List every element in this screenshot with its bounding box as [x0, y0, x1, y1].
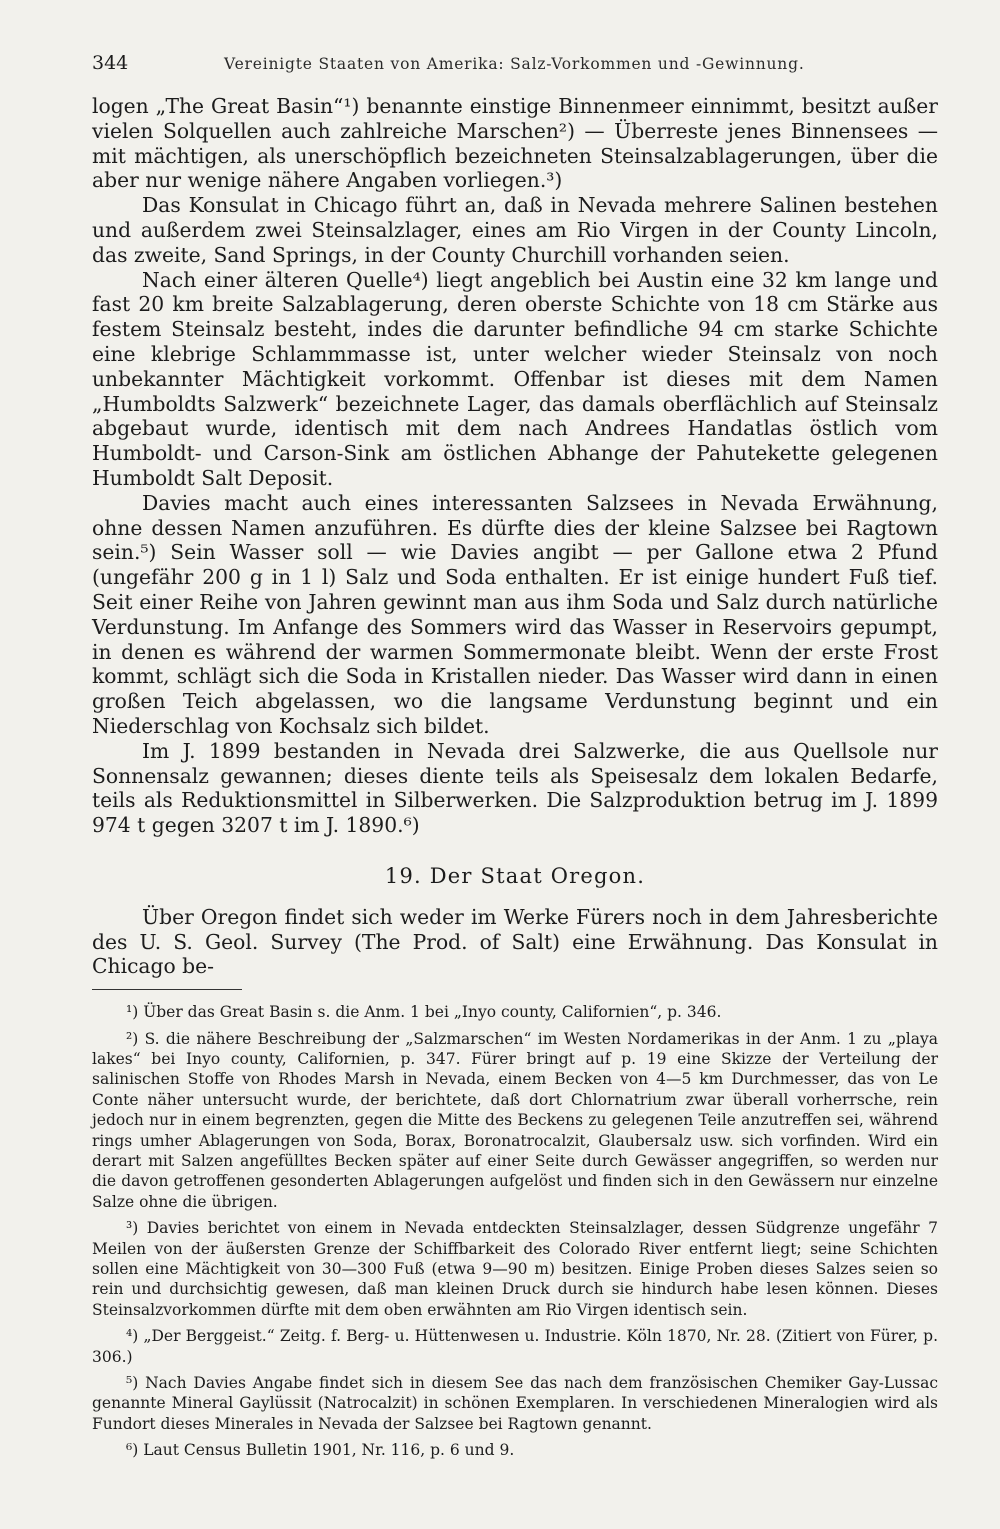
footnote: ²) S. die nähere Beschreibung der „Salzmarschen“ im Westen Nordamerikas in der Anm. 1 zu „playa lakes“ bei Inyo county, Californien, p. 347. Fürer bringt auf p. 19 eine Skizze der Verteilung der salinischen Stoffe von Rhodes Marsh in Nevada, einem Becken von 4—5 km Durchmesser, das von Le Conte näher untersucht wurde, der berichtete, daß dort Chlornatrium zwar überall vorherrsche, rein jedoch nur in einem begrenzten, gegen die Mitte des Beckens zu gelegenen Teile anzutreffen sei, während rings umher Ablagerungen von Soda, Borax, Boronatrocalzit, Glaubersalz usw. sich vorfinden. Wird ein derart mit Salzen angefülltes Becken später auf einer Seite durch Gewässer angegriffen, so werden nur die davon getroffenen gesonderten Ablagerungen aufgelöst und finden sich in den Gewässern nur einzelne Salze ohne die übrigen. [92, 1029, 938, 1211]
section-heading: 19. Der Staat Oregon. [384, 863, 646, 888]
paragraph-continued: logen „The Great Basin“¹) benannte einstige Binnenmeer einnimmt, besitzt außer vielen Solquellen auch zahlreiche Marschen²) — Überreste jenes Binnensees — mit mächtigen, als unerschöpflich bezeichneten Steinsalzablagerungen, über die aber nur wenige nähere Angaben vorliegen.³) [92, 94, 938, 193]
footnotes [92, 1002, 938, 1461]
footnote: ⁶) Laut Census Bulletin 1901, Nr. 116, p. 6 und 9. [126, 1441, 515, 1460]
running-head: Vereinigte Staaten von Amerika: Salz-Vorkommen und -Gewinnung. [224, 55, 805, 73]
page-number: 344 [92, 52, 129, 74]
paragraph: Davies macht auch eines interessanten Salzsees in Nevada Erwähnung, ohne dessen Namen anzuführen. Es dürfte dies der kleine Salzsee bei Ragtown sein.⁵) Sein Wasser soll — wie Davies angibt — per Gallone etwa 2 Pfund (ungefähr 200 g in 1 l) Salz und Soda enthalten. Er ist einige hundert Fuß tief. Seit einer Reihe von Jahren gewinnt man aus ihm Soda und Salz durch natürliche Verdunstung. Im Anfange des Sommers wird das Wasser in Reservoirs gepumpt, in denen es während der warmen Sommermonate bleibt. Wenn der erste Frost kommt, schlägt sich die Soda in Kristallen nieder. Das Wasser wird dann in einen großen Teich abgelassen, wo die langsame Verdunstung beginnt und ein Niederschlag von Kochsalz sich bildet. [92, 490, 938, 738]
paragraph: Nach einer älteren Quelle⁴) liegt angeblich bei Austin eine 32 km lange und fast 20 km breite Salzablagerung, deren oberste Schichte von 18 cm Stärke aus festem Steinsalz besteht, indes die darunter befindliche 94 cm starke Schichte eine klebrige Schlammmasse ist, unter welcher wieder Steinsalz von noch unbekannter Mächtigkeit vorkommt. Offenbar ist dieses mit dem Namen „Humboldts Salzwerk“ bezeichnete Lager, das damals oberflächlich auf Steinsalz abgebaut wurde, identisch mit dem nach Andrees Handatlas östlich vom Humboldt- und Carson-Sink am östlichen Abhange der Pahutekette gelegenen Humboldt Salt Deposit. [92, 267, 938, 490]
footnote: ⁵) Nach Davies Angabe findet sich in diesem See das nach dem französischen Chemiker Gay-Lussac genannte Mineral Gaylüssit (Natrocalzit) in schönen Exemplaren. In verschiedenen Mineralogien wird als Fundort dieses Minerales in Nevada der Salzsee bei Ragtown genannt. [92, 1374, 938, 1433]
footnote: ¹) Über das Great Basin s. die Anm. 1 bei „Inyo county, Californien“, p. 346. [126, 1003, 722, 1022]
page-header [92, 52, 938, 92]
footnote-divider [92, 989, 242, 990]
main-text [92, 94, 938, 979]
footnote: ³) Davies berichtet von einem in Nevada entdeckten Steinsalzlager, dessen Südgrenze ungefähr 7 Meilen von der äußersten Grenze der Schiffbarkeit des Colorado River entfernt liegt; seine Schichten sollen eine Mächtigkeit von 30—300 Fuß (etwa 9—90 m) besitzen. Einige Proben dieses Salzes seien so rein und durchsichtig gewesen, daß man kleinen Druck durch sie hindurch habe lesen können. Dieses Steinsalzvorkommen dürfte mit dem oben erwähnten am Rio Virgen identisch sein. [92, 1219, 938, 1319]
paragraph: Das Konsulat in Chicago führt an, daß in Nevada mehrere Salinen bestehen und außerdem zwei Steinsalzlager, eines am Rio Virgen in der County Lincoln, das zweite, Sand Springs, in der County Churchill vorhanden seien. [92, 193, 938, 267]
paragraph: Im J. 1899 bestanden in Nevada drei Salzwerke, die aus Quellsole nur Sonnensalz gewannen; dieses diente teils als Speisesalz dem lokalen Bedarfe, teils als Reduktionsmittel in Silberwerken. Die Salzproduktion betrug im J. 1899 974 t gegen 3207 t im J. 1890.⁶) [92, 738, 938, 838]
footnote: ⁴) „Der Berggeist.“ Zeitg. f. Berg- u. Hüttenwesen u. Industrie. Köln 1870, Nr. 28. (Zitiert von Fürer, p. 306.) [92, 1327, 938, 1366]
section-paragraph: Über Oregon findet sich weder im Werke Fürers noch in dem Jahresberichte des U. S. Geol. Survey (The Prod. of Salt) eine Erwähnung. Das Konsulat in Chicago be- [92, 904, 938, 979]
